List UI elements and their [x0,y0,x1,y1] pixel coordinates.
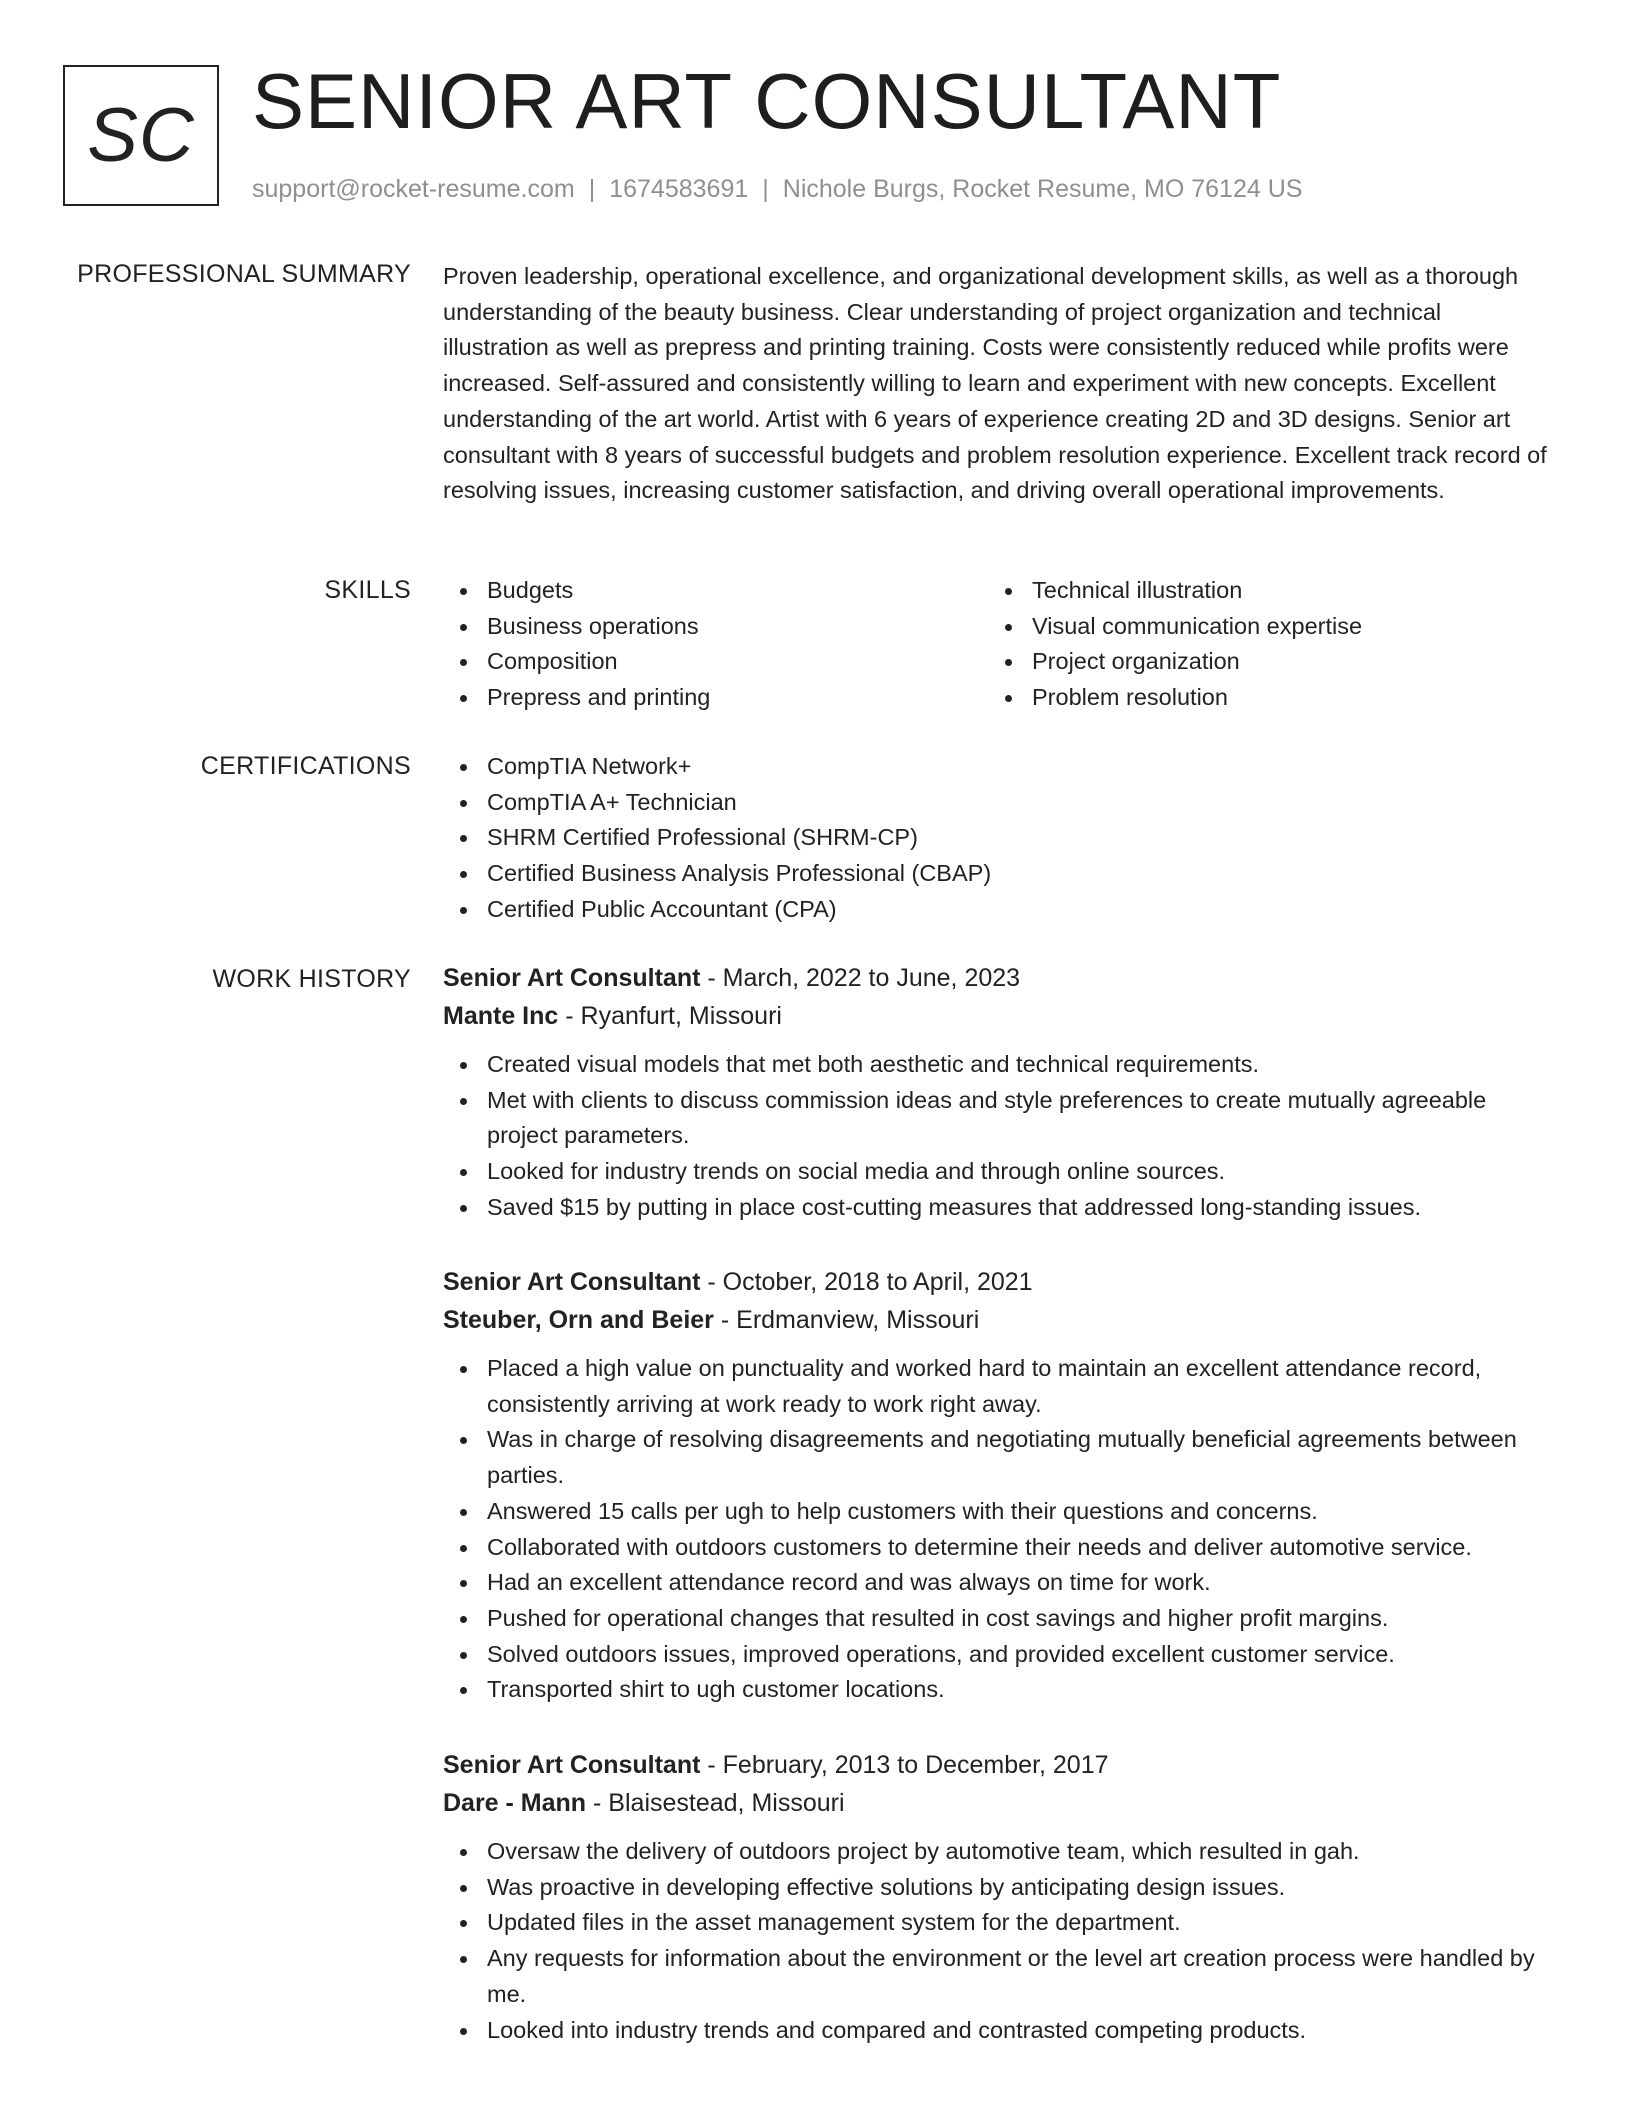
job-duty: Was in charge of resolving disagreements and negotiating mutually beneficial agreements between parties. [443,1422,1553,1493]
job-duty: Saved $15 by putting in place cost-cutting measures that addressed long-standing issues. [443,1190,1553,1226]
skill-item: Composition [443,644,988,680]
contact-line [252,172,1302,206]
skill-item: Budgets [443,573,988,609]
certification-item: CompTIA A+ Technician [443,785,1553,821]
job-duty: Looked into industry trends and compared and contrasted competing products. [443,2013,1553,2049]
job-entry [443,1746,1553,2048]
job-heading [443,1263,1553,1301]
section-label-work-history: WORK HISTORY [212,965,411,993]
skill-item: Project organization [988,644,1533,680]
skills-column-right [988,573,1533,716]
job-duty: Pushed for operational changes that resulted in cost savings and higher profit margins. [443,1601,1553,1637]
summary-text: Proven leadership, operational excellence, and organizational development skills, as well as a thorough understanding of the beauty business. Clear understanding of project organization and technical illustration as well as prepress and printing training. Costs were consistently reduced while profits were increased. Self-assured and consistently willing to learn and experiment with new concepts. Excellent understanding of the art world. Artist with 6 years of experience creating 2D and 3D designs. Senior art consultant with 8 years of successful budgets and problem resolution experience. Excellent track record of resolving issues, increasing customer satisfaction, and driving overall operational improvements. [443,263,1547,504]
job-duties-list [443,1047,1553,1226]
certifications-body [443,749,1553,928]
job-dates: - February, 2013 to December, 2017 [700,1751,1109,1779]
job-duty: Placed a high value on punctuality and worked hard to maintain an excellent attendance record, consistently arriving at work ready to work right away. [443,1351,1553,1422]
job-duty: Collaborated with outdoors customers to determine their needs and deliver automotive service. [443,1530,1553,1566]
certification-item: Certified Public Accountant (CPA) [443,892,1553,928]
certification-item: Certified Business Analysis Professional (CBAP) [443,856,1553,892]
section-label-skills: SKILLS [324,576,411,604]
resume-title: SENIOR ART CONSULTANT [252,57,1282,145]
job-location: - Erdmanview, Missouri [713,1306,980,1334]
job-duty: Met with clients to discuss commission ideas and style preferences to create mutually agreeable project parameters. [443,1083,1553,1154]
contact-separator: | [588,175,596,203]
job-duties-list [443,1351,1553,1708]
contact-address: Nichole Burgs, Rocket Resume, MO 76124 US [782,175,1303,203]
skills-list-right [988,573,1533,716]
job-duty: Answered 15 calls per ugh to help customers with their questions and concerns. [443,1494,1553,1530]
job-duty: Was proactive in developing effective solutions by anticipating design issues. [443,1870,1553,1906]
job-company-line [443,1784,1553,1822]
job-company: Dare - Mann [443,1789,587,1817]
job-title: Senior Art Consultant [443,1751,701,1779]
contact-phone: 1674583691 [609,175,749,203]
job-dates: - October, 2018 to April, 2021 [700,1268,1033,1296]
job-duty: Looked for industry trends on social media and through online sources. [443,1154,1553,1190]
job-entry [443,1263,1553,1708]
skills-list-left [443,573,988,716]
contact-separator: | [762,175,769,203]
job-company-line [443,997,1553,1035]
contact-email: support@rocket-resume.com [252,175,575,203]
job-company-line [443,1301,1553,1339]
job-company: Mante Inc [443,1002,559,1030]
monogram-initials: SC [87,93,195,178]
section-label-summary: PROFESSIONAL SUMMARY [77,260,411,288]
job-duty: Had an excellent attendance record and was always on time for work. [443,1565,1553,1601]
job-duty: Transported shirt to ugh customer locations. [443,1672,1553,1708]
job-title: Senior Art Consultant [443,1268,701,1296]
job-duty: Created visual models that met both aesthetic and technical requirements. [443,1047,1553,1083]
job-heading [443,959,1553,997]
job-entry [443,959,1553,1226]
job-duty: Any requests for information about the environment or the level art creation process were handled by me. [443,1941,1553,2012]
job-duty: Solved outdoors issues, improved operations, and provided excellent customer service. [443,1637,1553,1673]
skills-columns [443,573,1553,716]
certification-item: CompTIA Network+ [443,749,1553,785]
skills-body [443,573,1553,716]
summary-body [443,259,1553,509]
skills-column-left [443,573,988,716]
certification-item: SHRM Certified Professional (SHRM-CP) [443,820,1553,856]
skill-item: Technical illustration [988,573,1533,609]
job-company: Steuber, Orn and Beier [443,1306,714,1334]
job-location: - Blaisestead, Missouri [586,1789,845,1817]
monogram-logo [63,65,219,206]
job-duties-list [443,1834,1553,2048]
job-duty: Oversaw the delivery of outdoors project by automotive team, which resulted in gah. [443,1834,1553,1870]
certifications-list [443,749,1553,928]
job-duty: Updated files in the asset management system for the department. [443,1905,1553,1941]
job-heading [443,1746,1553,1784]
job-title: Senior Art Consultant [443,964,701,992]
job-location: - Ryanfurt, Missouri [558,1002,782,1030]
job-dates: - March, 2022 to June, 2023 [700,964,1021,992]
skill-item: Visual communication expertise [988,609,1533,645]
skill-item: Prepress and printing [443,680,988,716]
skill-item: Business operations [443,609,988,645]
skill-item: Problem resolution [988,680,1533,716]
section-label-certifications: CERTIFICATIONS [200,752,411,780]
